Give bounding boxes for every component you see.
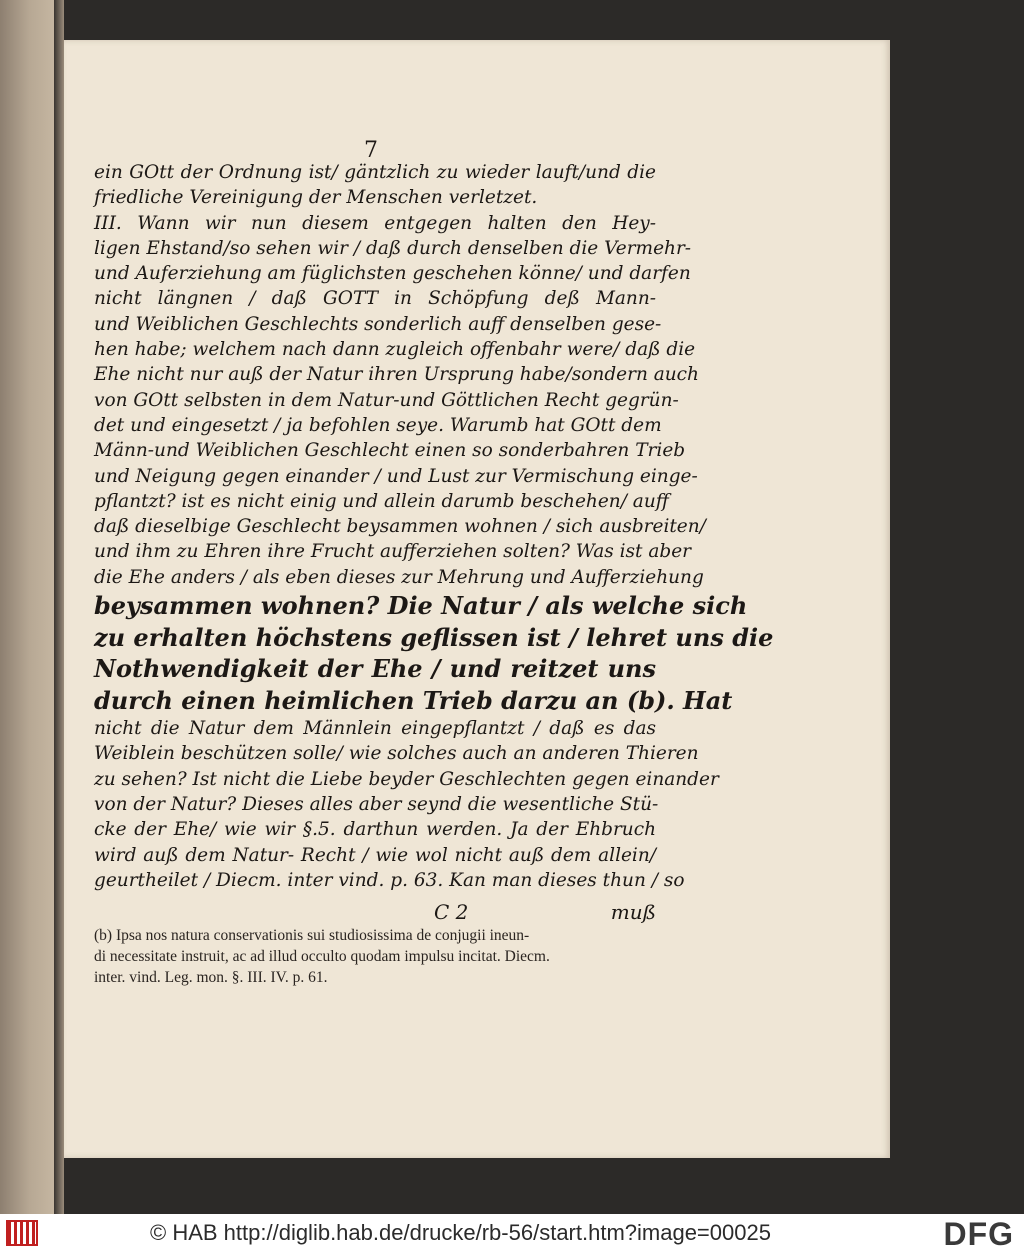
text-line: Nothwendigkeit der Ehe / und reitzet uns — [94, 654, 656, 684]
signature-mark: C 2 — [434, 900, 469, 924]
footnote-line: (b) Ipsa nos natura conservationis sui studiosissima de conjugii ineun- — [94, 927, 530, 944]
footnote-line: inter. vind. Leg. mon. §. III. IV. p. 61. — [94, 969, 328, 986]
text-line: nicht die Natur dem Männlein eingepflantzt / daß es das — [94, 718, 656, 740]
text-line: det und eingesetzt / ja befohlen seye. Warumb hat GOtt dem — [94, 414, 662, 436]
text-line: und Auferziehung am füglichsten geschehen könne/ und darfen — [94, 263, 691, 285]
text-line: daß dieselbige Geschlecht beysammen wohnen / sich ausbreiten/ — [94, 516, 706, 538]
text-line: und Weiblichen Geschlechts sonderlich auff denselben gese- — [94, 313, 662, 335]
previous-page-edge — [0, 0, 54, 1214]
text-line: und ihm zu Ehren ihre Frucht aufferziehen solten? Was ist aber — [94, 541, 692, 563]
text-line: geurtheilet / Diecm. inter vind. p. 63. Kan man dieses thun / so — [94, 869, 685, 891]
body-text — [94, 160, 774, 893]
text-line: III. Wann wir nun diesem entgegen halten den Hey- — [94, 212, 656, 234]
signature-line — [94, 900, 656, 928]
footer-bar — [0, 1214, 1024, 1254]
text-line: zu erhalten höchstens geflissen ist / lehret uns die — [94, 622, 774, 652]
text-line: beysammen wohnen? Die Natur / als welche sich — [94, 591, 748, 621]
text-line: friedliche Vereinigung der Menschen verletzet. — [94, 187, 538, 209]
text-line: wird auß dem Natur- Recht / wie wol nicht auß dem allein/ — [94, 844, 656, 866]
text-line: ligen Ehstand/so sehen wir / daß durch denselben die Vermehr- — [94, 237, 692, 259]
book-gutter — [54, 0, 64, 1214]
text-line: zu sehen? Ist nicht die Liebe beyder Geschlechten gegen einander — [94, 768, 719, 790]
catchword: muß — [610, 900, 656, 924]
text-line: cke der Ehe/ wie wir §.5. darthun werden. Ja der Ehbruch — [94, 819, 656, 841]
text-line: hen habe; welchem nach dann zugleich offenbahr were/ daß die — [94, 339, 696, 361]
text-line: nicht längnen / daß GOTT in Schöpfung deß Mann- — [94, 288, 656, 310]
text-line: pflantzt? ist es nicht einig und allein darumb beschehen/ auff — [94, 490, 669, 512]
text-line: ein GOtt der Ordnung ist/ gäntzlich zu wieder lauft/und die — [94, 162, 656, 183]
page-number: 7 — [364, 138, 378, 163]
dfg-logo: DFG — [943, 1216, 1014, 1252]
text-line: Ehe nicht nur auß der Natur ihren Ursprung habe/sondern auch — [94, 364, 699, 386]
footnote — [94, 925, 654, 988]
text-line: von der Natur? Dieses alles aber seynd die wesentliche Stü- — [94, 793, 659, 815]
copyright-link[interactable]: © HAB http://diglib.hab.de/drucke/rb-56/start.htm?image=00025 — [150, 1220, 771, 1245]
text-line: durch einen heimlichen Trieb darzu an (b). Hat — [94, 685, 733, 715]
book-page — [64, 40, 890, 1158]
text-line: Weiblein beschützen solle/ wie solches auch an anderen Thieren — [94, 743, 699, 765]
hab-logo-icon — [6, 1220, 38, 1246]
text-line: von GOtt selbsten in dem Natur-und Göttlichen Recht gegrün- — [94, 389, 679, 411]
text-line: und Neigung gegen einander / und Lust zur Vermischung einge- — [94, 465, 698, 487]
text-line: die Ehe anders / als eben dieses zur Mehrung und Aufferziehung — [94, 566, 704, 588]
footnote-line: di necessitate instruit, ac ad illud occulto quodam impulsu incitat. Diecm. — [94, 948, 550, 965]
text-line: Männ-und Weiblichen Geschlecht einen so sonderbahren Trieb — [94, 440, 686, 462]
